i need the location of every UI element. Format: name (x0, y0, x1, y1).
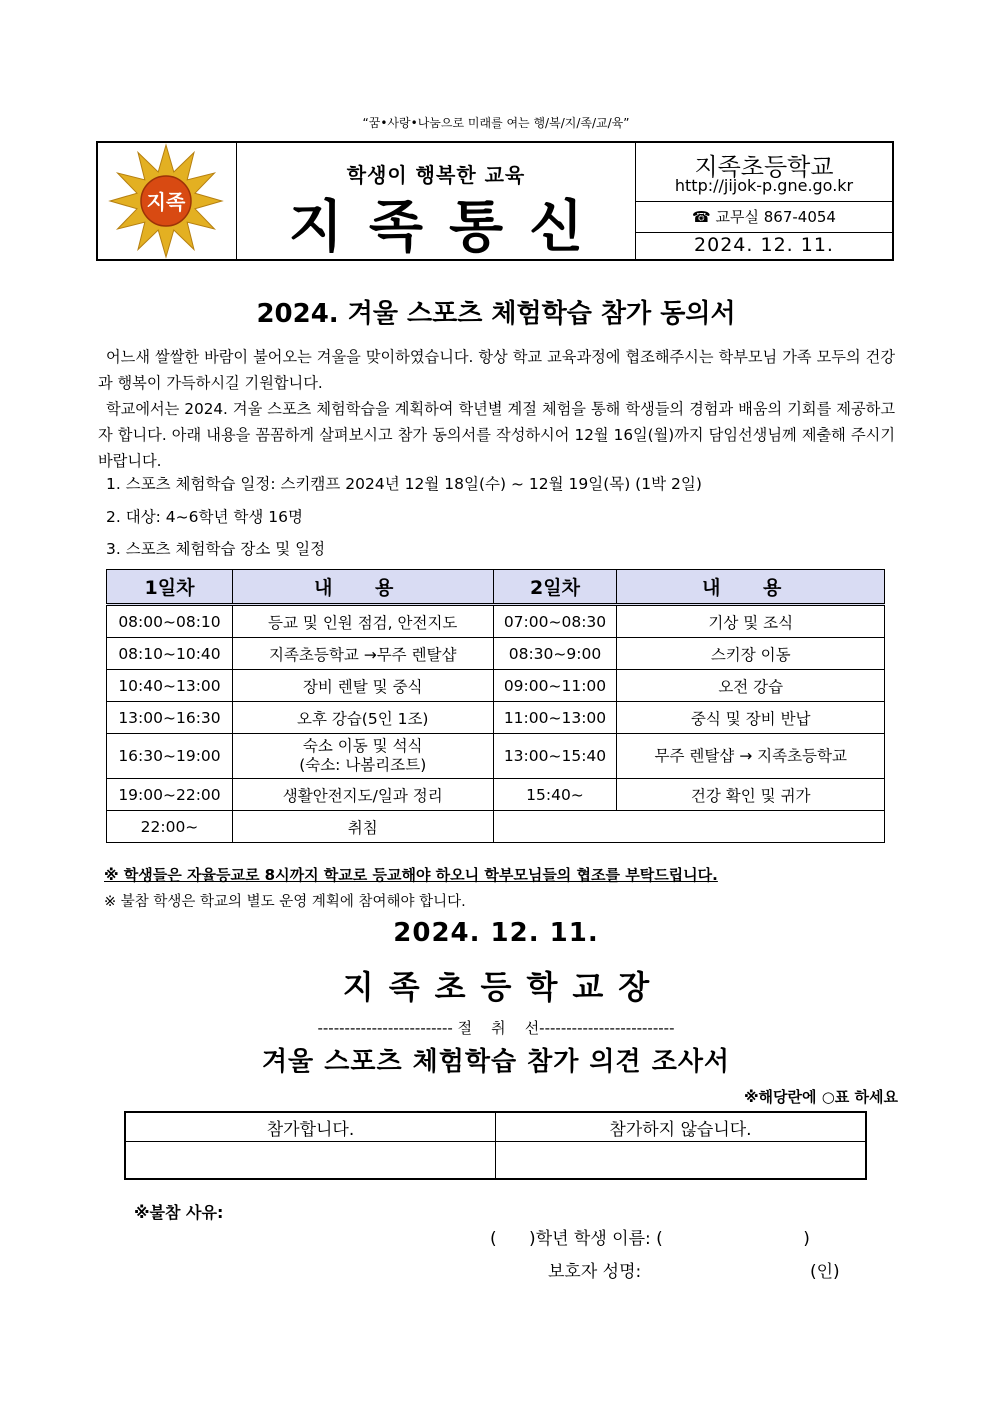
guardian-name-label: 보호자 성명: (548, 1262, 642, 1282)
list-item-schedule: 1. 스포츠 체험학습 일정: 스키캠프 2024년 12월 18일(수) ~ 12월 19일(목) (1박 2일) (106, 475, 702, 493)
school-logo (98, 143, 237, 259)
phone-number: 교무실 867-4054 (715, 208, 836, 226)
school-motto: “꿈•사랑•나눔으로 미래를 여는 행/복/지/족/교/육” (362, 116, 630, 130)
header-day2: 2일차 (493, 570, 617, 605)
day1-activity: 등교 및 인원 점검, 안전지도 (232, 605, 493, 638)
logo-text: 지족 (146, 190, 186, 214)
schedule-table (106, 569, 885, 843)
table-row (107, 638, 885, 670)
option-no-label: 참가하지 않습니다. (496, 1112, 867, 1142)
paragraph-2: 학교에서는 2024. 겨울 스포츠 체험학습을 계획하여 학년별 계절 체험을 통해 학생들의 경험과 배움의 기회를 제공하고자 합니다. 아래 내용을 꼼꼼하게 살펴보시고 참가 동의서를 작성하시어 12월 16일(월)까지 담임선생님께 제출해 주시기 바랍니다. (98, 400, 895, 470)
day1-activity: 숙소 이동 및 석식 (숙소: 나봄리조트) (232, 734, 493, 779)
document-title: 2024. 겨울 스포츠 체험학습 참가 동의서 (256, 299, 736, 329)
school-url: http://jijok-p.gne.go.kr (674, 176, 854, 195)
signature-date: 2024. 12. 11. (393, 918, 599, 948)
option-no-mark-field[interactable] (496, 1142, 867, 1180)
phone-icon: ☎ (692, 208, 711, 226)
star-emblem-icon (98, 143, 235, 259)
absence-reason-label: ※불참 사유: (134, 1203, 224, 1222)
header-content2: 내 용 (617, 570, 885, 605)
title-block (237, 143, 636, 259)
day1-activity: 오후 강습(5인 1조) (232, 702, 493, 734)
day2-activity: 건강 확인 및 귀가 (617, 779, 885, 811)
header-content1: 내 용 (232, 570, 493, 605)
day2-activity: 기상 및 조식 (617, 605, 885, 638)
day1-time: 10:40~13:00 (107, 670, 233, 702)
day1-time: 13:00~16:30 (107, 702, 233, 734)
school-info-block (636, 143, 892, 259)
empty-cell (493, 811, 885, 843)
header-day1: 1일차 (107, 570, 233, 605)
issue-date: 2024. 12. 11. (694, 234, 834, 256)
day1-activity: 장비 렌탈 및 중식 (232, 670, 493, 702)
survey-instruction: ※해당란에 ○표 하세요 (743, 1088, 898, 1106)
notice-absence: ※ 불참 학생은 학교의 별도 운영 계획에 참여해야 합니다. (104, 894, 466, 910)
body-text (98, 344, 895, 474)
newsletter-title: 지족통신 (288, 195, 610, 260)
option-yes-mark-field[interactable] (125, 1142, 496, 1180)
day1-activity: 지족초등학교 →무주 렌탈샵 (232, 638, 493, 670)
day2-time: 07:00~08:30 (493, 605, 617, 638)
table-row (107, 670, 885, 702)
day1-activity: 생활안전지도/일과 정리 (232, 779, 493, 811)
table-row (107, 734, 885, 779)
seal-mark: (인) (810, 1262, 840, 1282)
day2-activity: 오전 강습 (617, 670, 885, 702)
newsletter-subtitle: 학생이 행복한 교육 (346, 163, 526, 187)
table-row (107, 702, 885, 734)
list-item-target: 2. 대상: 4~6학년 학생 16명 (106, 508, 303, 526)
day1-time: 22:00~ (107, 811, 233, 843)
cut-line: ------------------------- 절 취 선------------------------- (317, 1019, 675, 1037)
day2-activity: 스키장 이동 (617, 638, 885, 670)
option-yes-label: 참가합니다. (125, 1112, 496, 1142)
school-name: 지족초등학교 (694, 153, 834, 181)
list-item-location: 3. 스포츠 체험학습 장소 및 일정 (106, 540, 326, 558)
day2-time: 08:30~9:00 (493, 638, 617, 670)
day2-activity: 중식 및 장비 반납 (617, 702, 885, 734)
paragraph-1: 어느새 쌀쌀한 바람이 불어오는 겨울을 맞이하였습니다. 항상 학교 교육과정에 협조해주시는 학부모님 가족 모두의 건강과 행복이 가득하시길 기원합니다. (98, 348, 895, 392)
day2-time: 13:00~15:40 (493, 734, 617, 779)
schedule-header-row (107, 570, 885, 605)
guardian-name-line[interactable] (548, 1257, 848, 1282)
survey-table (124, 1111, 867, 1180)
day1-time: 08:00~08:10 (107, 605, 233, 638)
day1-time: 08:10~10:40 (107, 638, 233, 670)
day1-activity: 취침 (232, 811, 493, 843)
day2-time: 15:40~ (493, 779, 617, 811)
table-row (107, 811, 885, 843)
day1-time: 19:00~22:00 (107, 779, 233, 811)
day1-time: 16:30~19:00 (107, 734, 233, 779)
student-info-line[interactable]: ( )학년 학생 이름: ( ) (490, 1229, 810, 1249)
newsletter-header (96, 141, 894, 261)
table-row (107, 779, 885, 811)
day2-time: 11:00~13:00 (493, 702, 617, 734)
table-row (107, 605, 885, 638)
notice-attendance: ※ 학생들은 자율등교로 8시까지 학교로 등교해야 하오니 학부모님들의 협조를 부탁드립니다. (104, 866, 718, 884)
day2-activity: 무주 렌탈샵 → 지족초등학교 (617, 734, 885, 779)
principal-signature: 지족초등학교장 (342, 968, 665, 1006)
survey-title: 겨울 스포츠 체험학습 참가 의견 조사서 (261, 1047, 731, 1077)
day2-time: 09:00~11:00 (493, 670, 617, 702)
phone-row (636, 201, 892, 233)
